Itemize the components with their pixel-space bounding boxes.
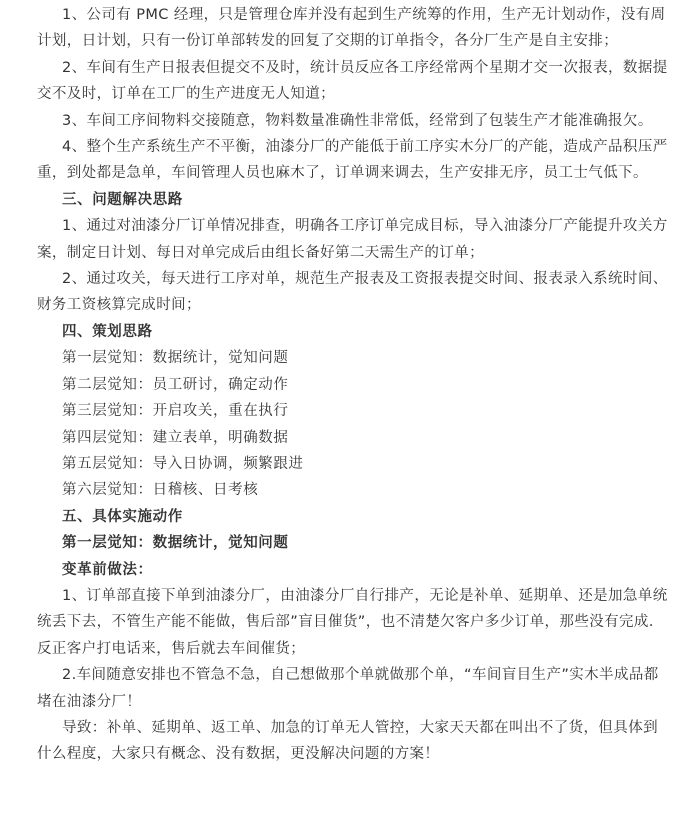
paragraph-daily-report: 2、车间有生产日报表但提交不及时，统计员反应各工序经常两个星期才交一次报表，数据提交不及时，订单在工厂的生产进度无人知道； [37,59,668,103]
paragraph-material-handover: 3、车间工序间物料交接随意，物料数量准确性非常低，经常到了包装生产才能准确报欠。 [62,112,653,129]
paragraph-production-imbalance: 4、整个生产系统生产不平衡，油漆分厂的产能低于前工序实木分厂的产能，造成产品积压严重，到处都是急单，车间管理人员也麻木了，订单调来调去，生产安排无序，员工士气低下。 [37,139,668,182]
paragraph-workshop-arrangement: 2.车间随意安排也不管急不急，自己想做那个单就做那个单，“车间盲目生产”实木半成品都堵在油漆分厂！ [37,667,659,710]
plan-level-3: 第三层觉知：开启攻关，重在执行 [62,403,289,420]
subheading-first-level: 第一层觉知：数据统计，觉知问题 [62,535,289,552]
article-page [0,2,693,824]
section-heading-implementation: 五、具体实施动作 [62,508,183,525]
section-heading-planning-ideas: 四、策划思路 [62,323,153,340]
paragraph-daily-checking: 2、通过攻关，每天进行工序对单，规范生产报表及工资报表提交时间、报表录入系统时间、财务工资核算完成时间； [37,271,668,314]
paragraph-order-check: 1、通过对油漆分厂订单情况排查，明确各工序订单完成目标，导入油漆分厂产能提升攻关方案，制定日计划、每日对单完成后由组长备好第二天需生产的订单； [37,218,668,261]
paragraph-pmc-manager: 1、公司有 PMC 经理，只是管理仓库并没有起到生产统筹的作用，生产无计划动作，没有周计划，日计划，只有一份订单部转发的回复了交期的订单指令，各分厂生产是自主安排； [37,7,666,50]
plan-level-2: 第二层觉知：员工研讨，确定动作 [62,376,289,393]
paragraph-result: 导致：补单、延期单、返工单、加急的订单无人管控，大家天天都在叫出不了货，但具体到什么程度，大家只有概念、没有数据，更没解决问题的方案！ [37,719,658,763]
plan-level-5: 第五层觉知：导入日协调，频繁跟进 [62,455,304,472]
subheading-before-change: 变革前做法： [62,561,153,578]
plan-level-4: 第四层觉知：建立表单，明确数据 [62,429,289,446]
plan-level-1: 第一层觉知：数据统计，觉知问题 [62,350,289,367]
section-heading-solution-ideas: 三、问题解决思路 [62,191,183,208]
paragraph-order-dispatch: 1、订单部直接下单到油漆分厂，由油漆分厂自行排产，无论是补单、延期单、还是加急单统统丢下去，不管生产能不能做，售后部”盲目催货”，也不清楚欠客户多少订单，那些没有完成．反正客户打电话来，售后就去车间催货； [37,587,668,657]
plan-level-6: 第六层觉知：日稽核、日考核 [62,482,259,499]
